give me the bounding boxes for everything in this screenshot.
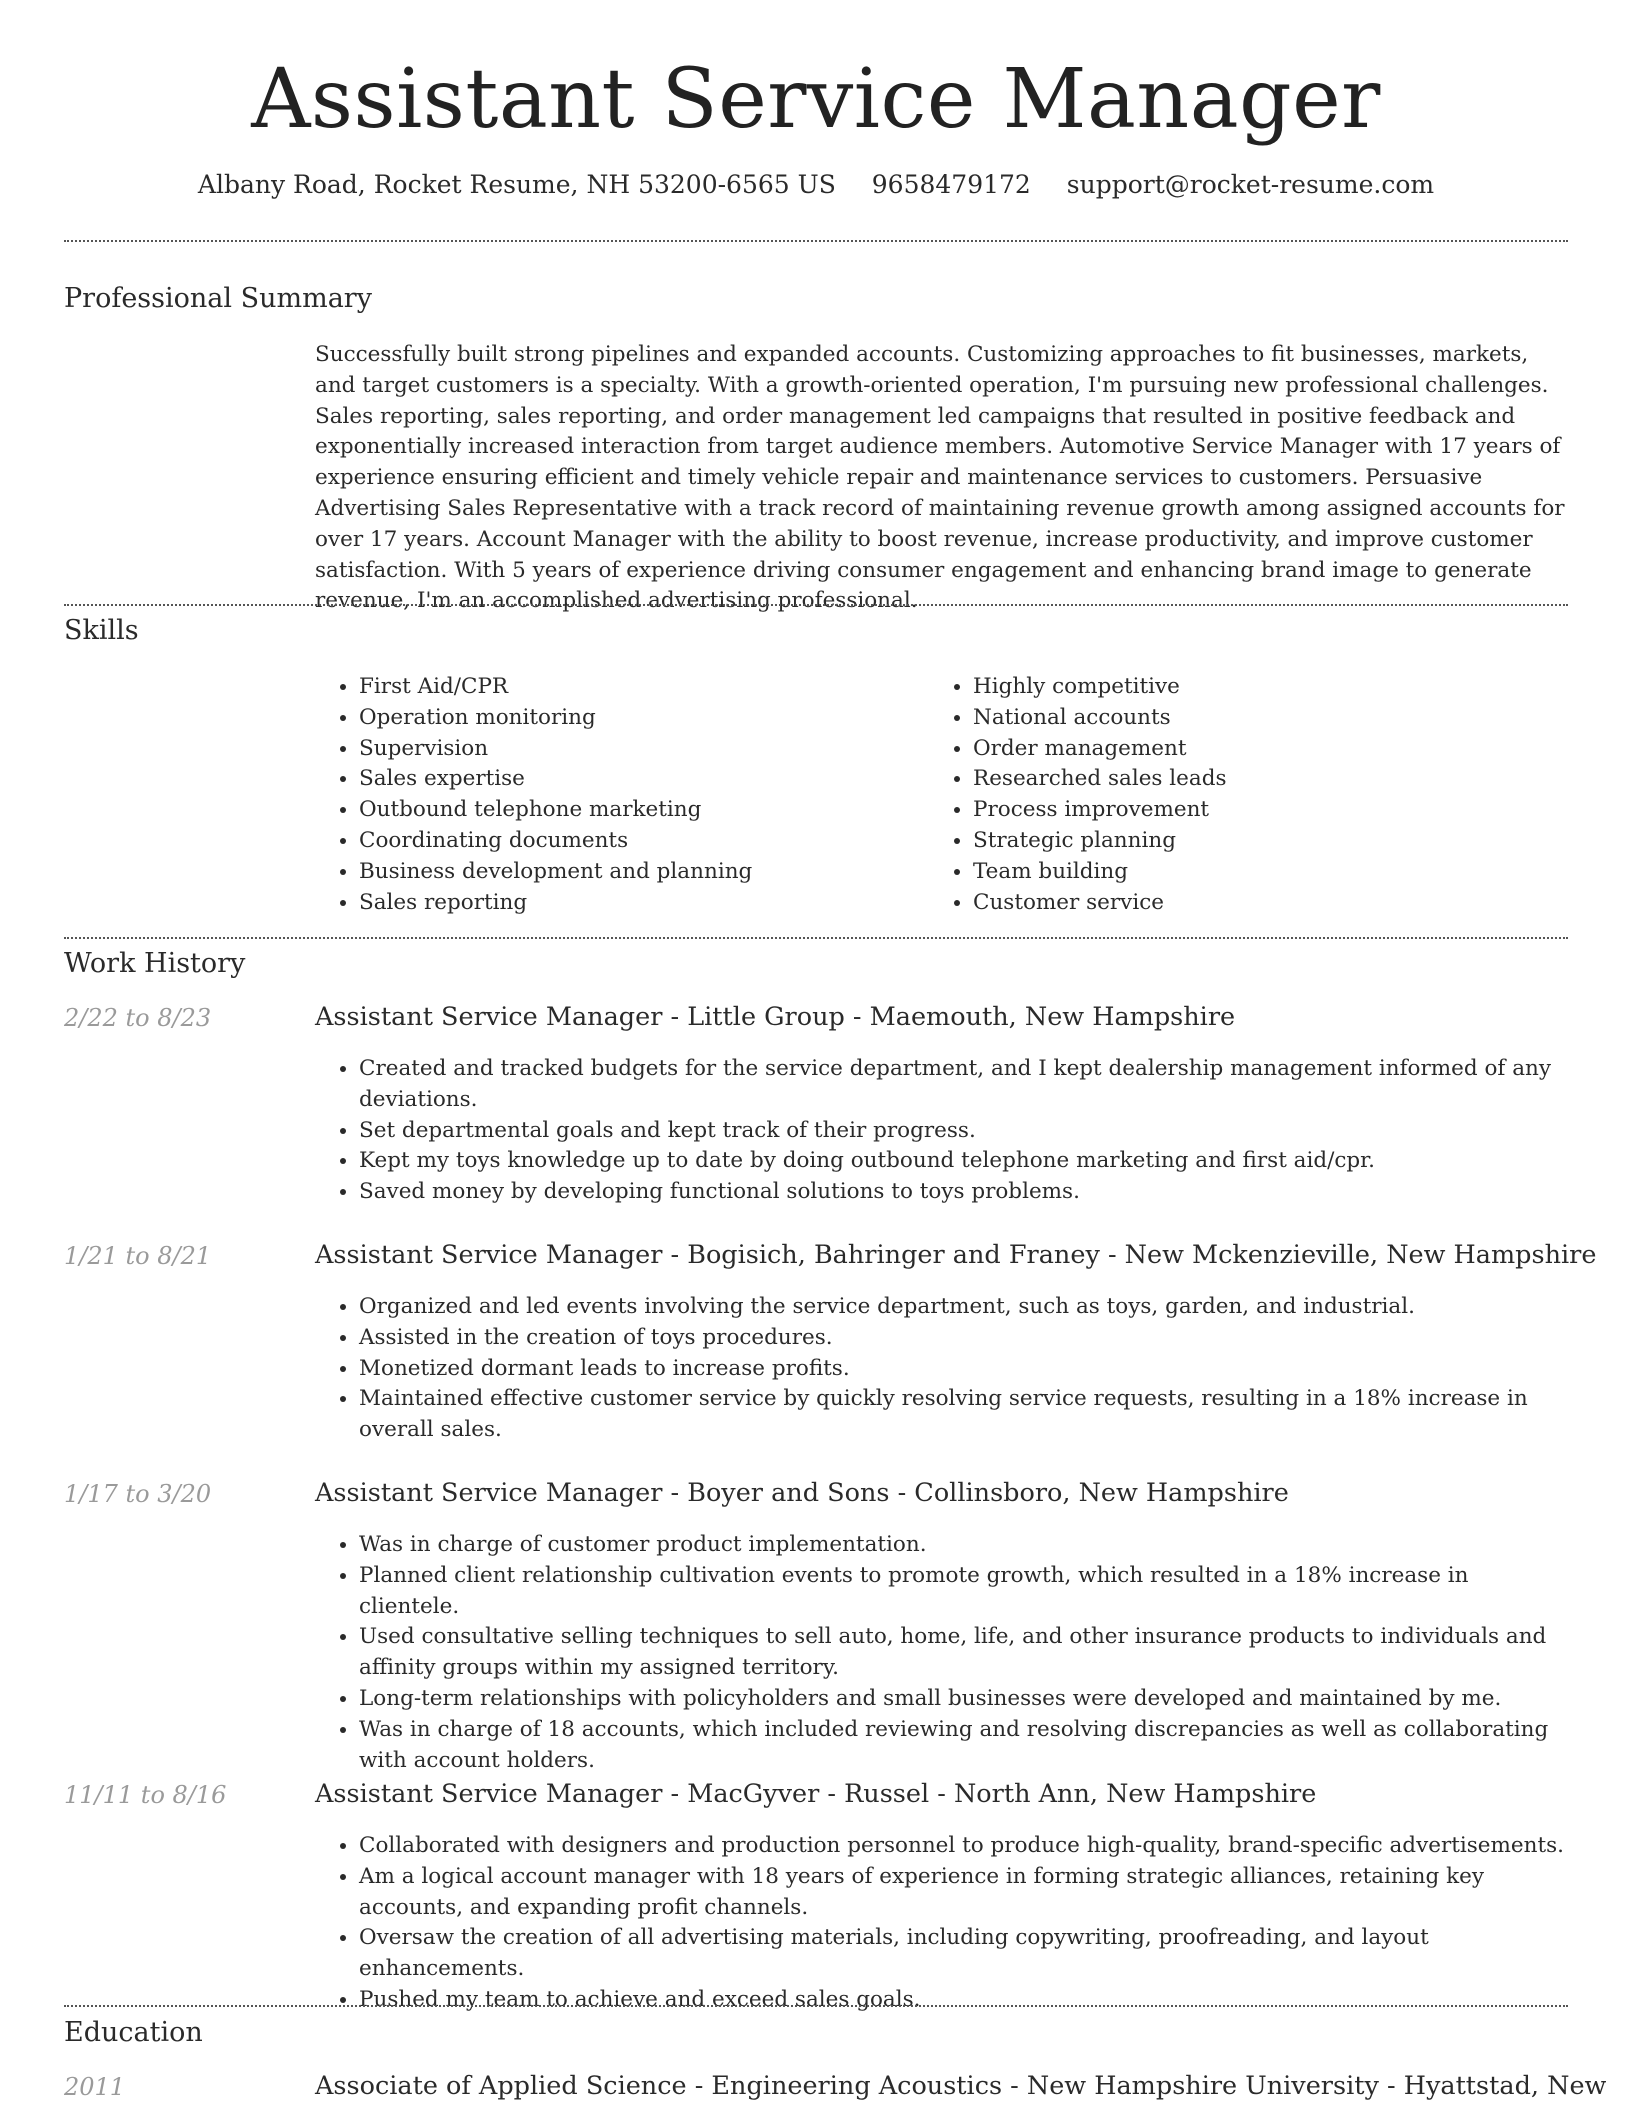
job-heading: Assistant Service Manager - MacGyver - Russel - North Ann, New Hampshire: [315, 1779, 1317, 1809]
list-item: • Long-term relationships with policyholders and small businesses were developed and maintained by me.: [359, 1684, 1570, 1715]
job-heading: Assistant Service Manager - Boyer and Sons - Collinsboro, New Hampshire: [315, 1478, 1289, 1508]
list-item: • Outbound telephone marketing: [359, 795, 915, 826]
divider: [64, 937, 1568, 939]
section-title-skills: Skills: [64, 615, 139, 646]
job-dates: 11/11 to 8/16: [64, 1781, 227, 1809]
list-item: • Maintained effective customer service by quickly resolving service requests, resulting in a 18% increase in overall sales.: [359, 1384, 1570, 1446]
job-heading: Assistant Service Manager - Little Group - Maemouth, New Hampshire: [315, 1002, 1236, 1032]
list-item: • Collaborated with designers and production personnel to produce high-quality, brand-specific advertisements.: [359, 1831, 1570, 1862]
list-item: • National accounts: [973, 703, 1529, 734]
list-item: • Monetized dormant leads to increase profits.: [359, 1354, 1570, 1385]
job-dates: 2/22 to 8/23: [64, 1004, 212, 1032]
list-item: • Was in charge of 18 accounts, which included reviewing and resolving discrepancies as well as collaborating with account holders.: [359, 1715, 1570, 1777]
resume-name: Assistant Service Manager: [251, 52, 1381, 147]
job-heading: Assistant Service Manager - Bogisich, Bahringer and Franey - New Mckenzieville, New Hampshire: [315, 1240, 1597, 1270]
contact-line: [0, 170, 1632, 199]
list-item: • Was in charge of customer product implementation.: [359, 1530, 1570, 1561]
job-bullets: [315, 1292, 1570, 1446]
list-item: • Highly competitive: [973, 672, 1529, 703]
skills-right-column: [929, 672, 1529, 918]
contact-phone: 9658479172: [871, 170, 1031, 199]
job-description: [315, 1831, 1570, 2016]
education-heading: Associate of Applied Science - Engineering Acoustics - New Hampshire University - Hyattstad, New: [315, 2071, 1607, 2101]
job-bullets: [315, 1054, 1570, 1208]
list-item: • Assisted in the creation of toys procedures.: [359, 1323, 1570, 1354]
list-item: • Pushed my team to achieve and exceed sales goals.: [359, 1985, 1570, 2016]
job-description: [315, 1292, 1570, 1446]
job-bullets: [315, 1831, 1570, 2016]
list-item: • Set departmental goals and kept track of their progress.: [359, 1116, 1570, 1147]
list-item: • Oversaw the creation of all advertising materials, including copywriting, proofreading, and layout enhancements.: [359, 1923, 1570, 1985]
contact-address: Albany Road, Rocket Resume, NH 53200-6565 US: [197, 170, 836, 199]
list-item: • Created and tracked budgets for the service department, and I kept dealership management informed of any deviations.: [359, 1054, 1570, 1116]
list-item: • Order management: [973, 734, 1529, 765]
list-item: • Am a logical account manager with 18 years of experience in forming strategic alliances, retaining key accounts, and expanding profit channels.: [359, 1862, 1570, 1924]
skills-list-right: [929, 672, 1529, 918]
list-item: • Team building: [973, 857, 1529, 888]
list-item: • Operation monitoring: [359, 703, 915, 734]
list-item: • Coordinating documents: [359, 826, 915, 857]
list-item: • Business development and planning: [359, 857, 915, 888]
job-dates: 1/17 to 3/20: [64, 1480, 212, 1508]
section-title-education: Education: [64, 2017, 203, 2048]
list-item: • Sales reporting: [359, 888, 915, 919]
job-description: [315, 1530, 1570, 1776]
list-item: • Used consultative selling techniques to sell auto, home, life, and other insurance products to individuals and affinity groups within my assigned territory.: [359, 1622, 1570, 1684]
list-item: • Strategic planning: [973, 826, 1529, 857]
skills-list-left: [315, 672, 915, 918]
list-item: • Kept my toys knowledge up to date by doing outbound telephone marketing and first aid/cpr.: [359, 1146, 1570, 1177]
section-title-summary: Professional Summary: [64, 283, 372, 314]
contact-email: support@rocket-resume.com: [1066, 170, 1435, 199]
list-item: • Planned client relationship cultivation events to promote growth, which resulted in a 18% increase in clientele.: [359, 1561, 1570, 1623]
education-dates: 2011: [64, 2073, 126, 2101]
job-description: [315, 1054, 1570, 1208]
list-item: • Organized and led events involving the service department, such as toys, garden, and industrial.: [359, 1292, 1570, 1323]
divider: [64, 240, 1568, 242]
job-dates: 1/21 to 8/21: [64, 1242, 212, 1270]
section-title-work: Work History: [64, 948, 246, 979]
list-item: • Customer service: [973, 888, 1529, 919]
list-item: • First Aid/CPR: [359, 672, 915, 703]
job-bullets: [315, 1530, 1570, 1776]
list-item: • Sales expertise: [359, 764, 915, 795]
list-item: • Saved money by developing functional solutions to toys problems.: [359, 1177, 1570, 1208]
divider: [64, 2005, 1568, 2007]
list-item: • Process improvement: [973, 795, 1529, 826]
summary-text: Successfully built strong pipelines and expanded accounts. Customizing approaches to fit businesses, markets, and target customers is a specialty. With a growth-oriented operation, I'm pursuing new professional challenges. Sales reporting, sales reporting, and order management led campaigns that resulted in positive feedback and exponentially increased interaction from target audience members. Automotive Service Manager with 17 years of experience ensuring efficient and timely vehicle repair and maintenance services to customers. Persuasive Advertising Sales Representative with a track record of maintaining revenue growth among assigned accounts for over 17 years. Account Manager with the ability to boost revenue, increase productivity, and improve customer satisfaction. With 5 years of experience driving consumer engagement and enhancing brand image to generate revenue, I'm an accomplished advertising professional.: [315, 342, 1565, 614]
skills-left-column: [315, 672, 915, 918]
list-item: • Supervision: [359, 734, 915, 765]
divider: [64, 604, 1568, 606]
list-item: • Researched sales leads: [973, 764, 1529, 795]
